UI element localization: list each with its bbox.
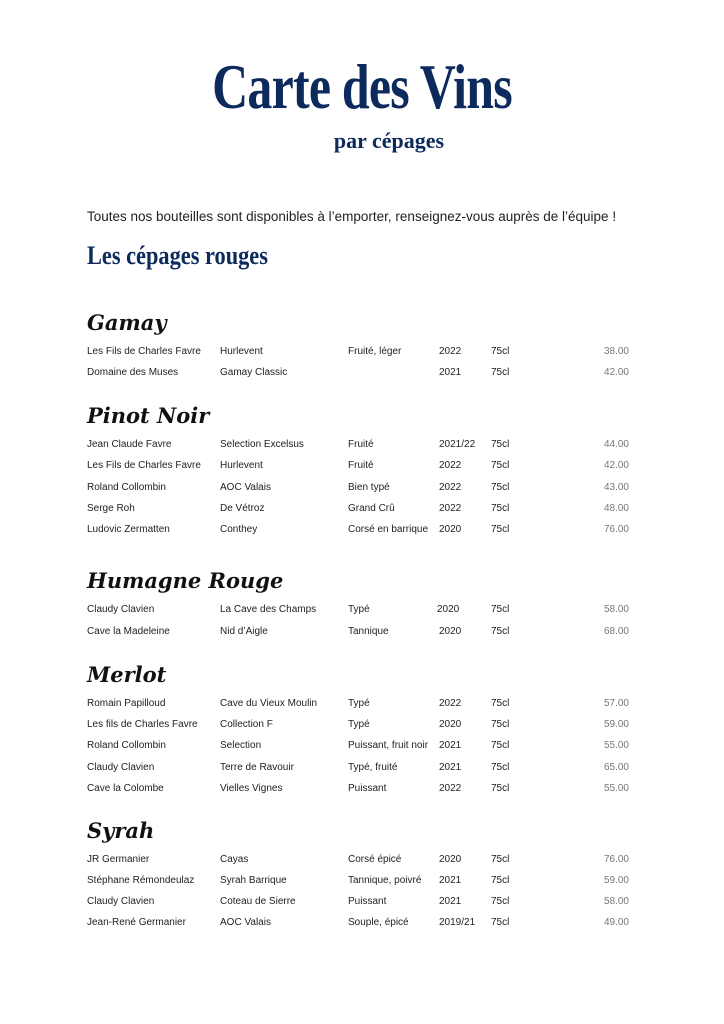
wine-name: AOC Valais (220, 482, 271, 493)
wine-volume: 75cl (491, 439, 510, 450)
wine-row (0, 698, 724, 714)
wine-year: 2021 (439, 367, 462, 378)
wine-row (0, 896, 724, 912)
wine-volume: 75cl (491, 346, 510, 357)
wine-year: 2021 (439, 875, 462, 886)
wine-description: Fruité (348, 460, 374, 471)
wine-price: 42.00 (603, 460, 629, 471)
wine-name: De Vétroz (220, 503, 265, 514)
wine-row (0, 503, 724, 519)
wine-price: 76.00 (603, 854, 629, 865)
wine-producer: Serge Roh (87, 503, 135, 514)
wine-year: 2022 (439, 783, 462, 794)
wine-row (0, 482, 724, 498)
wine-price: 68.00 (603, 626, 629, 637)
wine-description: Typé (348, 719, 370, 730)
wine-description: Corsé en barrique (348, 524, 429, 535)
wine-producer: Les Fils de Charles Favre (87, 460, 201, 471)
wine-volume: 75cl (491, 762, 510, 773)
wine-name: Cave du Vieux Moulin (220, 698, 318, 709)
wine-price: 55.00 (603, 740, 629, 751)
wine-name: Hurlevent (220, 346, 263, 357)
wine-description: Typé (348, 698, 370, 709)
wine-volume: 75cl (491, 460, 510, 471)
wine-producer: Jean-René Germanier (87, 917, 186, 928)
wine-volume: 75cl (491, 740, 510, 751)
wine-name: Syrah Barrique (220, 875, 287, 886)
wine-volume: 75cl (491, 875, 510, 886)
wine-name: Hurlevent (220, 460, 263, 471)
wine-producer: Ludovic Zermatten (87, 524, 170, 535)
wine-name: Coteau de Sierre (220, 896, 296, 907)
wine-price: 38.00 (603, 346, 629, 357)
wine-producer: Roland Collombin (87, 740, 166, 751)
wine-name: Nid d’Aigle (220, 626, 268, 637)
wine-producer: Claudy Clavien (87, 762, 155, 773)
wine-price: 57.00 (603, 698, 629, 709)
wine-producer: Romain Papilloud (87, 698, 166, 709)
wine-price: 58.00 (603, 896, 629, 907)
wine-producer: Claudy Clavien (87, 604, 155, 615)
wine-row (0, 460, 724, 476)
grape-heading-gamay: Gamay (87, 310, 167, 335)
wine-description: Puissant (348, 896, 387, 907)
wine-name: Gamay Classic (220, 367, 288, 378)
wine-description: Fruité (348, 439, 374, 450)
wine-year: 2020 (439, 719, 462, 730)
grape-heading-syrah: Syrah (87, 818, 155, 843)
wine-name: Selection (220, 740, 262, 751)
wine-producer: Les fils de Charles Favre (87, 719, 198, 730)
wine-volume: 75cl (491, 783, 510, 794)
wine-producer: Jean Claude Favre (87, 439, 172, 450)
grape-heading-merlot: Merlot (87, 662, 167, 687)
wine-row (0, 604, 724, 620)
wine-row (0, 762, 724, 778)
grape-heading-pinot-noir: Pinot Noir (87, 403, 210, 428)
wine-producer: JR Germanier (87, 854, 150, 865)
wine-price: 58.00 (603, 604, 629, 615)
wine-year: 2022 (439, 482, 462, 493)
wine-year: 2022 (439, 698, 462, 709)
wine-year: 2021 (439, 896, 462, 907)
wine-name: La Cave des Champs (220, 604, 317, 615)
wine-row (0, 719, 724, 735)
wine-description: Grand Crû (348, 503, 395, 514)
wine-year: 2020 (439, 626, 462, 637)
wine-name: Conthey (220, 524, 258, 535)
wine-volume: 75cl (491, 854, 510, 865)
wine-volume: 75cl (491, 626, 510, 637)
wine-description: Corsé épicé (348, 854, 402, 865)
wine-row (0, 367, 724, 383)
wine-volume: 75cl (491, 503, 510, 514)
wine-producer: Les Fils de Charles Favre (87, 346, 201, 357)
wine-description: Typé (348, 604, 370, 615)
wine-price: 44.00 (603, 439, 629, 450)
page-subtitle: par cépages (333, 128, 445, 153)
wine-year: 2022 (439, 346, 462, 357)
wine-year: 2022 (439, 460, 462, 471)
wine-volume: 75cl (491, 482, 510, 493)
wine-row (0, 783, 724, 799)
wine-description: Tannique (348, 626, 389, 637)
wine-price: 59.00 (603, 875, 629, 886)
wine-row (0, 740, 724, 756)
wine-description: Souple, épicé (348, 917, 409, 928)
wine-producer: Stéphane Rémondeulaz (87, 875, 195, 886)
wine-price: 42.00 (603, 367, 629, 378)
wine-producer: Claudy Clavien (87, 896, 155, 907)
wine-description: Typé, fruité (348, 762, 398, 773)
wine-volume: 75cl (491, 719, 510, 730)
intro-text: Toutes nos bouteilles sont disponibles à l’emporter, renseignez-vous auprès de l’équipe ! (87, 209, 617, 224)
wine-volume: 75cl (491, 604, 510, 615)
wine-row (0, 346, 724, 362)
wine-name: Cayas (220, 854, 249, 865)
wine-name: Collection F (220, 719, 273, 730)
wine-year: 2021 (439, 762, 462, 773)
wine-year: 2021/22 (439, 439, 476, 450)
wine-row (0, 626, 724, 642)
wine-description: Bien typé (348, 482, 390, 493)
wine-volume: 75cl (491, 524, 510, 535)
wine-description: Fruité, léger (348, 346, 402, 357)
wine-price: 49.00 (603, 917, 629, 928)
wine-price: 55.00 (603, 783, 629, 794)
wine-name: Terre de Ravouir (220, 762, 294, 773)
wine-year: 2022 (439, 503, 462, 514)
wine-volume: 75cl (491, 367, 510, 378)
wine-row (0, 524, 724, 540)
section-title-red-grapes: Les cépages rouges (87, 241, 268, 270)
wine-price: 59.00 (603, 719, 629, 730)
wine-volume: 75cl (491, 896, 510, 907)
wine-row (0, 439, 724, 455)
wine-year: 2020 (439, 854, 462, 865)
wine-producer: Cave la Colombe (87, 783, 164, 794)
wine-description: Puissant, fruit noir (348, 740, 429, 751)
wine-year: 2021 (439, 740, 462, 751)
wine-year: 2020 (437, 604, 460, 615)
wine-volume: 75cl (491, 917, 510, 928)
wine-row (0, 917, 724, 933)
wine-name: Selection Excelsus (220, 439, 304, 450)
wine-name: Vielles Vignes (220, 783, 283, 794)
wine-price: 65.00 (603, 762, 629, 773)
wine-producer: Roland Collombin (87, 482, 166, 493)
wine-price: 43.00 (603, 482, 629, 493)
wine-description: Tannique, poivré (348, 875, 422, 886)
wine-year: 2020 (439, 524, 462, 535)
wine-price: 48.00 (603, 503, 629, 514)
page-title: Carte des Vins (212, 51, 512, 122)
wine-price: 76.00 (603, 524, 629, 535)
wine-row (0, 854, 724, 870)
wine-volume: 75cl (491, 698, 510, 709)
wine-row (0, 875, 724, 891)
wine-description: Puissant (348, 783, 387, 794)
wine-producer: Cave la Madeleine (87, 626, 170, 637)
wine-name: AOC Valais (220, 917, 271, 928)
wine-year: 2019/21 (439, 917, 476, 928)
wine-producer: Domaine des Muses (87, 367, 179, 378)
grape-heading-humagne-rouge: Humagne Rouge (87, 568, 284, 593)
